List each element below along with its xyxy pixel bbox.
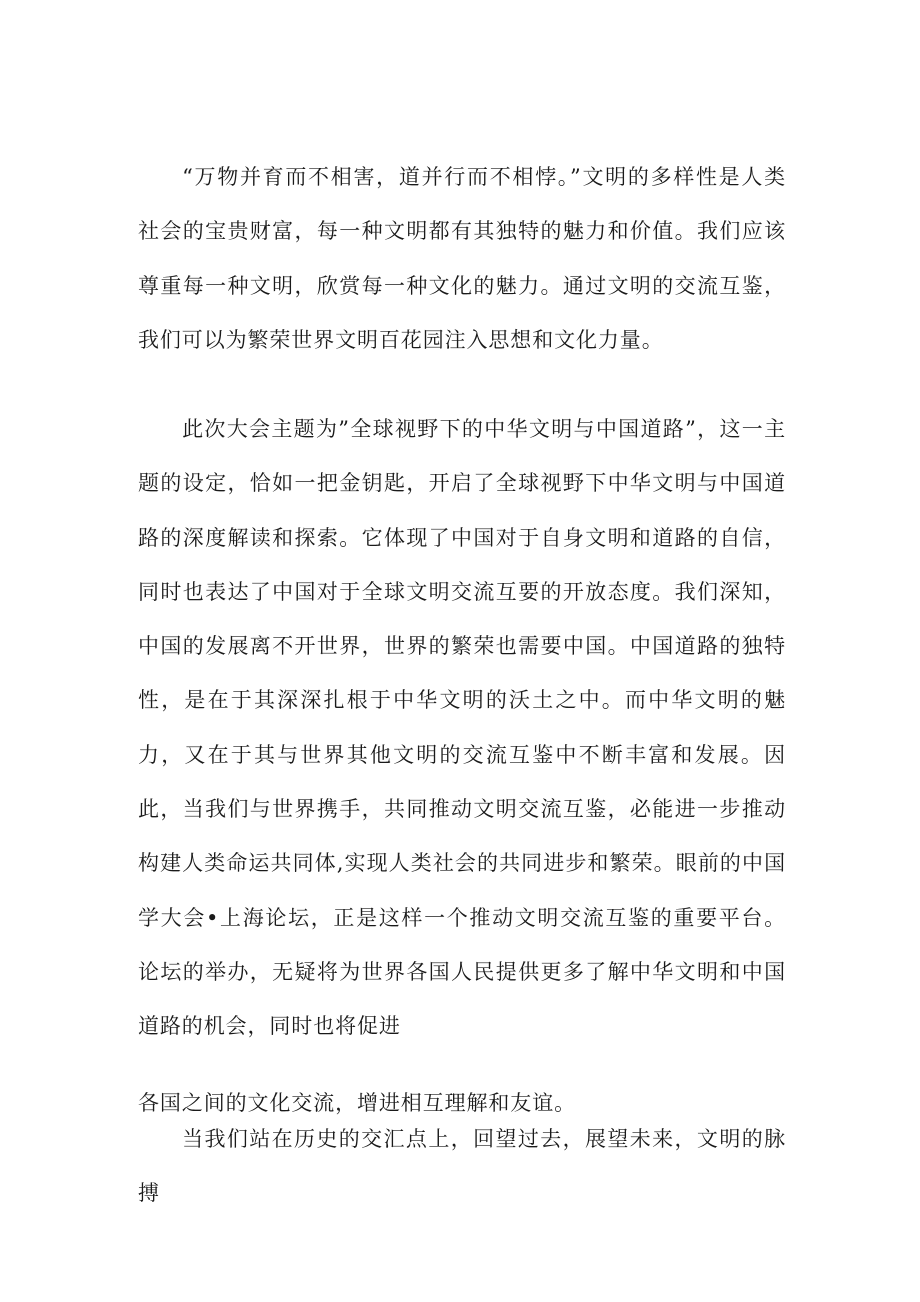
paragraph-1: “万物并育而不相害，道并行而不相悖。”文明的多样性是人类社会的宝贵财富，每一种文明都有其独特的魅力和价值。我们应该尊重每一种文明，欣赏每一种文化的魅力。通过文明的交流互鉴，我们可以为繁荣世界文明百花园注入思想和文化力量。 <box>138 165 786 352</box>
paragraph-3: 各国之间的文化交流，增进相互理解和友谊。 <box>138 1091 576 1115</box>
paragraph-4: 当我们站在历史的交汇点上，回望过去，展望未来，文明的脉搏 <box>138 1127 786 1206</box>
paragraph-2: 此次大会主题为”全球视野下的中华文明与中国道路”，这一主题的设定，恰如一把金钥匙，开启了全球视野下中华文明与中国道路的深度解读和探索。它体现了中国对于自身文明和道路的自信，同时也表达了中国对于全球文明交流互要的开放态度。我们深知，中国的发展离不开世界，世界的繁荣也需要中国。中国道路的独特性，是在于其深深扎根于中华文明的沃土之中。而中华文明的魅力，又在于其与世界其他文明的交流互鉴中不断丰富和发展。因此，当我们与世界携手，共同推动文明交流互鉴，必能进一步推动构建人类命运共同体,实现人类社会的共同进步和繁荣。眼前的中国学大会•上海论坛，正是这样一个推动文明交流互鉴的重要平台。论坛的举办，无疑将为世界各国人民提供更多了解中华文明和中国道路的机会，同时也将促进 <box>138 417 786 1039</box>
